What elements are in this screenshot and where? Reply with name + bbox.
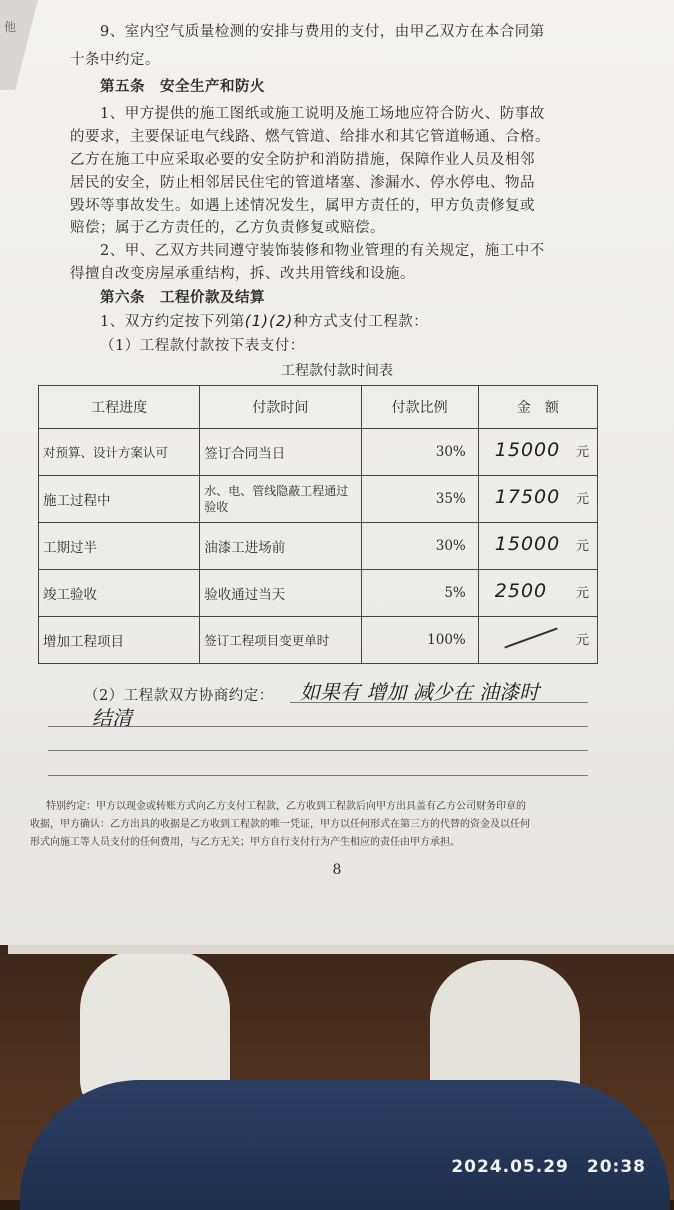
amount-handwritten: 17500 (494, 486, 561, 508)
header-ratio: 付款比例 (361, 386, 478, 429)
table-row (39, 617, 598, 664)
row-time: 油漆工进场前 (200, 523, 361, 570)
fill-line (290, 702, 588, 703)
article-5-p1-line-1: 1、甲方提供的施工图纸或施工说明及施工场地应符合防火、防事故 (100, 106, 545, 122)
jeans (20, 1080, 670, 1210)
article-5-p1-line-5: 毁坏等事故发生。如遇上述情况发生，属甲方责任的，甲方负责修复或 (70, 198, 535, 214)
amount-handwritten: 15000 (494, 533, 561, 555)
table-row (39, 570, 598, 617)
fill-line (48, 775, 588, 776)
article-6-p1-sub: （1）工程款付款按下表支付： (100, 338, 305, 354)
header-time: 付款时间 (200, 386, 361, 429)
amount-unit: 元 (575, 633, 589, 648)
article-6-p1-suffix: 种方式支付工程款： (293, 314, 429, 330)
row-stage: 竣工验收 (39, 570, 200, 617)
table-header-row (39, 386, 598, 429)
header-stage: 工程进度 (39, 386, 200, 429)
special-agreement-line-3: 形式向施工等人员支付的任何费用，与乙方无关；甲方自行支付行为产生相应的责任由甲方承担。 (30, 837, 460, 848)
row-amount (478, 476, 597, 523)
row-time: 水、电、管线隐蔽工程通过验收 (200, 476, 361, 523)
row-ratio: 100% (361, 617, 478, 664)
fill-line (48, 726, 588, 727)
negotiation-handwriting-2: 结清 (92, 706, 132, 730)
payment-schedule-table (38, 385, 598, 664)
article-5-p1-line-3: 乙方在施工中应采取必要的安全防护和消防措施，保障作业人员及相邻 (70, 152, 535, 168)
page-number: 8 (332, 862, 342, 878)
table-row (39, 429, 598, 476)
negotiation-handwriting-1: 如果有 增加 减少在 油漆时 (300, 680, 540, 704)
crossed-out-mark (504, 627, 557, 648)
table-row (39, 476, 598, 523)
article-6-heading: 第六条 工程价款及结算 (100, 289, 265, 306)
clause-9-line-2: 十条中约定。 (70, 52, 160, 68)
clause-9-line-1: 9、室内空气质量检测的安排与费用的支付，由甲乙双方在本合同第 (100, 24, 545, 40)
article-5-p2-line-1: 2、甲、乙双方共同遵守装饰装修和物业管理的有关规定，施工中不 (100, 243, 545, 259)
row-ratio: 30% (361, 429, 478, 476)
article-5-heading: 第五条 安全生产和防火 (100, 78, 265, 95)
row-stage: 工期过半 (39, 523, 200, 570)
fill-line (48, 750, 588, 751)
row-ratio: 35% (361, 476, 478, 523)
amount-unit: 元 (575, 492, 589, 507)
article-5-p2-line-2: 得擅自改变房屋承重结构，拆、改共用管线和设施。 (70, 266, 415, 282)
amount-handwritten: 15000 (494, 439, 561, 461)
row-ratio: 5% (361, 570, 478, 617)
negotiation-label: （2）工程款双方协商约定： (84, 688, 274, 704)
row-amount (478, 570, 597, 617)
amount-unit: 元 (575, 445, 589, 460)
article-6-p1 (100, 310, 428, 331)
row-amount (478, 617, 597, 664)
row-stage: 施工过程中 (39, 476, 200, 523)
special-agreement-line-2: 收据，甲方确认：乙方出具的收据是乙方收到工程款的唯一凭证，甲方以任何形式在第三方的代替的资金及以任何 (30, 819, 530, 830)
photo-timestamp: 2024.05.29 20:38 (451, 1157, 646, 1177)
article-5-p1-line-6: 赔偿；属于乙方责任的，乙方负责修复或赔偿。 (70, 220, 385, 236)
amount-unit: 元 (575, 586, 589, 601)
article-5-p1-line-4: 居民的安全，防止相邻居民住宅的管道堵塞、渗漏水、停水停电、物品 (70, 175, 535, 191)
row-stage: 增加工程项目 (39, 617, 200, 664)
amount-handwritten: 2500 (494, 580, 548, 602)
row-amount (478, 429, 597, 476)
article-6-p1-prefix: 1、双方约定按下列第 (100, 314, 245, 330)
payment-table-title: 工程款付款时间表 (281, 363, 393, 379)
corner-text: 他 (4, 20, 17, 34)
folded-corner (0, 0, 38, 90)
table-row (39, 523, 598, 570)
article-5-p1-line-2: 的要求，主要保证电气线路、燃气管道、给排水和其它管道畅通、合格。 (70, 129, 550, 145)
row-time: 签订工程项目变更单时 (200, 617, 361, 664)
special-agreement-line-1: 特别约定：甲方以现金或转账方式向乙方支付工程款，乙方收到工程款后向甲方出具盖有乙方公司财务印章的 (46, 801, 526, 812)
row-stage: 对预算、设计方案认可 (39, 429, 200, 476)
row-amount (478, 523, 597, 570)
row-time: 签订合同当日 (200, 429, 361, 476)
row-time: 验收通过当天 (200, 570, 361, 617)
handwritten-method: (1)(2) (244, 312, 294, 330)
row-ratio: 30% (361, 523, 478, 570)
header-amount: 金 额 (478, 386, 597, 429)
amount-unit: 元 (575, 539, 589, 554)
